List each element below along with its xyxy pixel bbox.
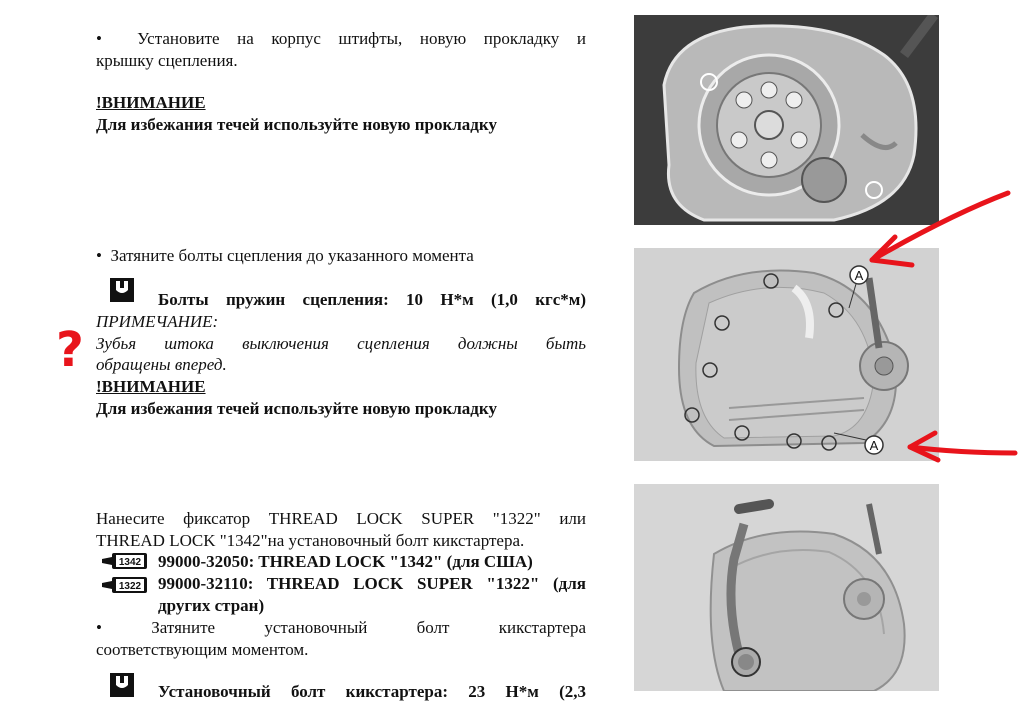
torque-wrench-icon (110, 278, 134, 302)
warning-text: Для избежания течей используйте новую прокладку (96, 115, 497, 134)
note-text-line2: обращены вперед. (96, 355, 227, 374)
thread-lock-super-tube-icon (102, 575, 148, 595)
red-arrow-annotations (850, 185, 1020, 470)
bullet: • (96, 246, 102, 265)
photo-kickstarter (634, 484, 939, 691)
torque-wrench-icon-2 (110, 673, 134, 697)
note-text-line1: Зубья штока выключения сцепления должны быть (96, 334, 586, 353)
product-thread-lock-super-1322-line1: 99000-32110: THREAD LOCK SUPER "1322" (для (158, 574, 586, 593)
product-thread-lock-super-1322-line2: других стран) (158, 596, 265, 615)
torque-spec-clutch-spring-bolts: Болты пружин сцепления: 10 Н*м (1,0 кгс*м) (158, 290, 586, 309)
instruction-tighten-kickstarter-line1: • Затяните установочный болт кикстартера (96, 618, 586, 637)
thread-lock-icon-label: 1342 (118, 557, 142, 568)
instruction-apply-thread-lock-line1: Нанесите фиксатор THREAD LOCK SUPER "1322" или (96, 509, 586, 528)
warning-text-2: Для избежания течей используйте новую прокладку (96, 399, 497, 418)
instruction-apply-thread-lock-line2: THREAD LOCK "1342"на установочный болт кикстартера. (96, 531, 525, 550)
product-thread-lock-1342: 99000-32050: THREAD LOCK "1342" (для США) (158, 552, 533, 571)
callout-label-a-bottom: A (869, 438, 879, 453)
warning-heading-2: !ВНИМАНИЕ (96, 377, 206, 396)
instruction-tighten-kickstarter-line2: соответствующим моментом. (96, 640, 309, 659)
bullet: • (96, 29, 102, 48)
callout-label-a-top: A (854, 268, 864, 283)
instruction-install-dowels-line1: • Установите на корпус штифты, новую прокладку и (96, 29, 586, 48)
torque-spec-kickstarter-bolt: Установочный болт кикстартера: 23 Н*м (2,3 (158, 682, 586, 701)
warning-heading: !ВНИМАНИЕ (96, 93, 206, 112)
thread-lock-tube-icon (102, 551, 148, 571)
note-heading: ПРИМЕЧАНИЕ: (96, 312, 219, 331)
instruction-install-dowels-line2: крышку сцепления. (96, 51, 238, 70)
instruction-tighten-clutch-bolts: • Затяните болты сцепления до указанного момента (96, 246, 474, 265)
red-question-mark-annotation: ? (56, 322, 84, 378)
thread-lock-super-icon-label: 1322 (118, 581, 142, 592)
